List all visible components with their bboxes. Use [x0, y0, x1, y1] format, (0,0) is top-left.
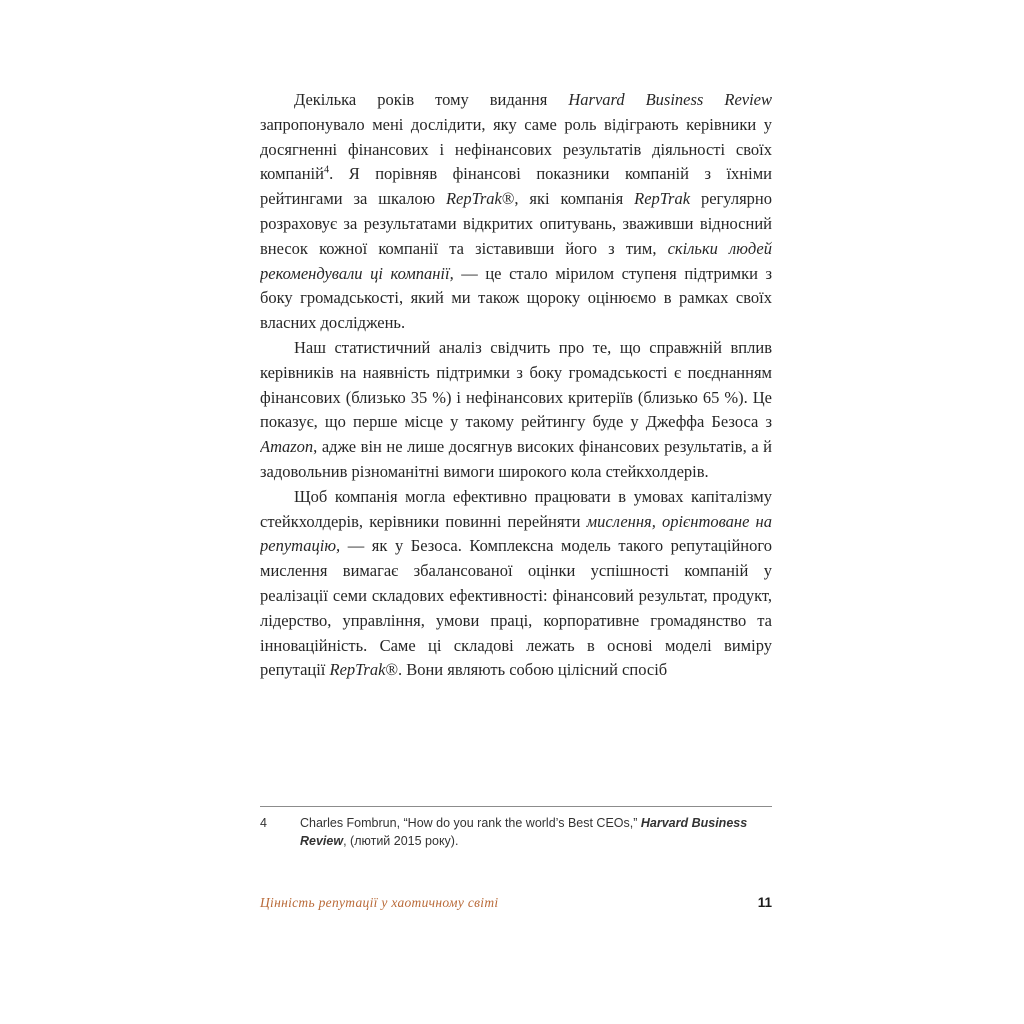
body-text	[260, 88, 772, 802]
page-number: 11	[757, 895, 772, 910]
page-footer	[260, 895, 772, 911]
footnote	[260, 815, 772, 850]
footnote-marker: 4	[260, 816, 267, 830]
footnote-block	[260, 806, 772, 850]
paragraph-2: Наш статистичний аналіз свідчить про те, що справжній вплив керівників на наявність підтримки з боку громадськості є поєднанням фінансових (близько 35 %) і нефінансових критеріїв (близько 65 %). Це показує, що перше місце у такому рейтингу буде у Джеффа Безоса з Amazon, адже він не лише досягнув високих фінансових результатів, а й задовольнив різноманітні вимоги широкого кола стейкхолдерів.	[260, 337, 772, 481]
footnote-divider	[260, 806, 772, 807]
paragraph-1: Декілька років тому видання Harvard Business Review запропонувало мені дослідити, яку саме роль відіграють керівники у досягненні фінансових і нефінансових результатів діяльності своїх компаній$^4$. Я порівняв фінансові показники компаній з їхніми рейтингами за шкалою RepTrak®, які компанія RepTrak регулярно розраховує за результатами відкритих опитувань, зваживши відносний внесок кожної компанії та зіставивши його з тим, скільки людей рекомендували ці компанії, — це стало мірилом ступеня підтримки з боку громадськості, який ми також щороку оцінюємо в рамках своїх власних досліджень.	[260, 90, 772, 333]
running-title: Цінність репутації у хаотичному світі	[260, 895, 499, 910]
paragraph-3: Щоб компанія могла ефективно працювати в умовах капіталізму стейкхолдерів, керівники повинні перейняти мислення, орієнтоване на репутацію, — як у Безоса. Комплексна модель такого репутаційного мислення вимагає збалансованої оцінки успішності компаній у реалізації семи складових ефективності: фінансовий результат, продукт, лідерство, управління, умови праці, корпоративне громадянство та інноваційність. Саме ці складові лежать в основі моделі виміру репутації RepTrak®. Вони являють собою цілісний спосіб	[260, 486, 772, 680]
footnote-text: Charles Fombrun, “How do you rank the world’s Best CEOs,” Harvard Business Review, (лютий 2015 року).	[300, 816, 748, 848]
